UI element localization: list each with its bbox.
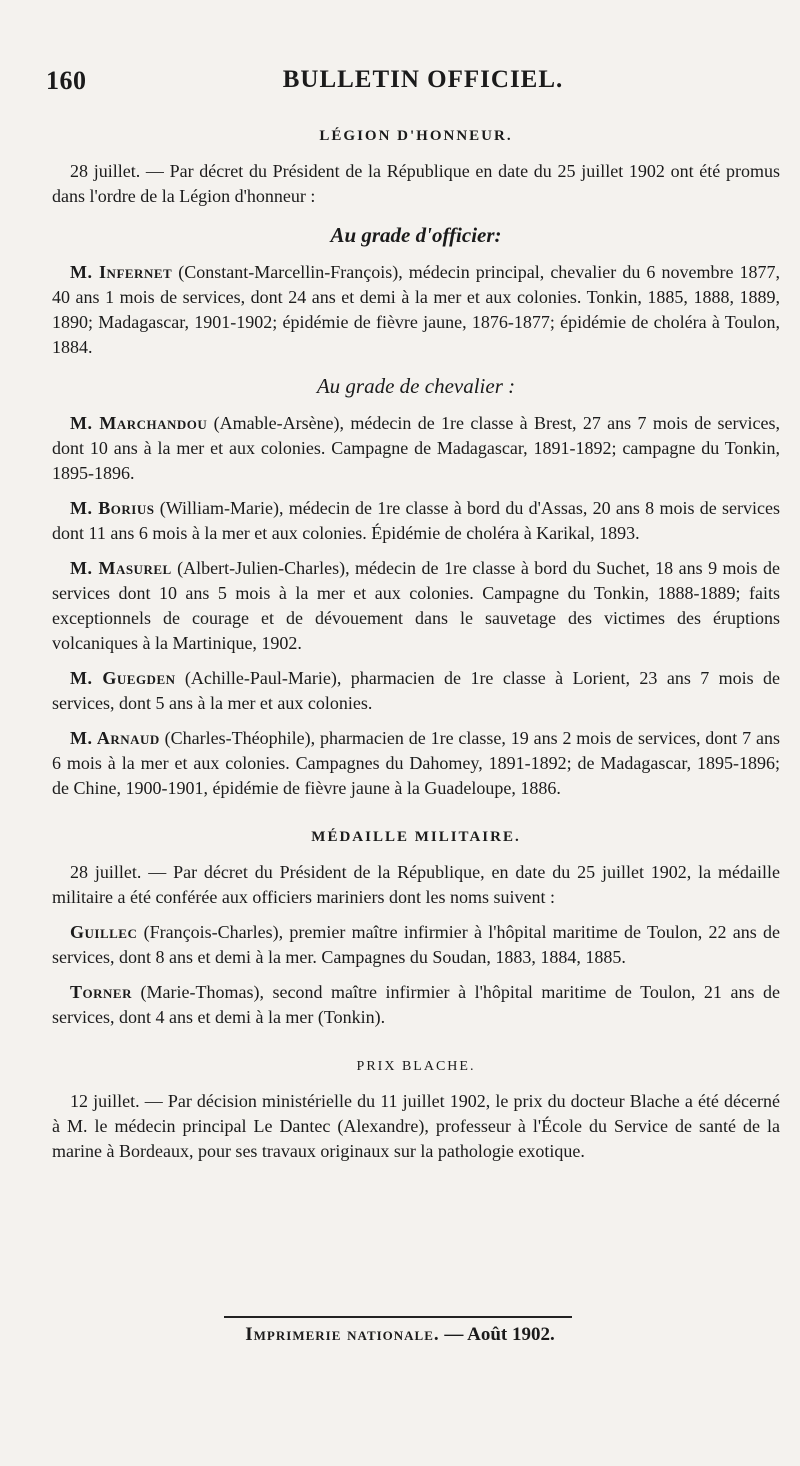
running-title: BULLETIN OFFICIEL. (282, 66, 564, 93)
chevalier-entry (52, 496, 780, 546)
section-title-medaille: MÉDAILLE MILITAIRE. (311, 829, 521, 845)
officier-entry (52, 260, 780, 360)
footer-divider (224, 1316, 572, 1318)
section-spacer (52, 1040, 780, 1054)
entry-name: M. Masurel (70, 558, 172, 578)
section-title-prix: PRIX BLACHE. (356, 1059, 476, 1074)
page-header (46, 66, 760, 102)
section-title-legion: LÉGION D'HONNEUR. (319, 128, 513, 144)
page-number: 160 (46, 66, 87, 95)
entry-text: (William-Marie), médecin de 1re classe à bord du d'Assas, 20 ans 8 mois de services dont 11 ans 6 mois à la mer et aux colonies. Épidémie de choléra à Karikal, 1893. (52, 498, 780, 543)
print-date: — Août 1902. (439, 1324, 555, 1345)
imprint-footer (0, 1324, 800, 1346)
entry-name: Guillec (70, 922, 138, 942)
entry-text: (François-Charles), premier maître infirmier à l'hôpital maritime de Toulon, 22 ans de services, dont 8 ans et demi à la mer. Campagnes du Soudan, 1883, 1884, 1885. (52, 922, 780, 967)
entry-name: Torner (70, 982, 132, 1002)
legion-intro: 28 juillet. — Par décret du Président de la République en date du 25 juillet 1902 ont été promus dans l'ordre de la Légion d'honneur : (52, 161, 780, 206)
page-content (52, 124, 780, 1174)
printer-name: Imprimerie nationale. (245, 1324, 440, 1345)
entry-text: (Albert-Julien-Charles), médecin de 1re classe à bord du Suchet, 18 ans 9 mois de services dont 10 ans 5 mois à la mer et aux colonies. Campagne du Tonkin, 1888-1889; faits exceptionnels de courage et de dévouement dans le sauvetage des victimes des éruptions volcaniques à la Martinique, 1902. (52, 558, 781, 653)
entry-text: (Constant-Marcellin-François), médecin principal, chevalier du 6 novembre 1877, 40 ans 1 mois de services, dont 24 ans et demi à la mer et aux colonies. Tonkin, 1885, 1888, 1889, 1890; Madagascar, 1901-1902; épidémie de fièvre jaune, 1876-1877; épidémie de choléra à Toulon, 1884. (52, 262, 780, 357)
entry-name: M. Guegden (70, 668, 176, 688)
grade-officier-heading: Au grade d'officier: (330, 223, 502, 247)
entry-name: M. Marchandou (70, 413, 208, 433)
prix-text: 12 juillet. — Par décision ministérielle du 11 juillet 1902, le prix du docteur Blache a été décerné à M. le médecin principal Le Dantec (Alexandre), professeur à l'École du Service de santé de la marine à Bordeaux, pour ses travaux originaux sur la pathologie exotique. (52, 1091, 780, 1161)
entry-text: (Amable-Arsène), médecin de 1re classe à Brest, 27 ans 7 mois de services, dont 10 ans à la mer et aux colonies. Campagne de Madagascar, 1891-1892; campagne du Tonkin, 1895-1896. (52, 413, 780, 483)
entry-name: M. Infernet (70, 262, 173, 282)
section-spacer (52, 811, 780, 825)
entry-name: M. Arnaud (70, 728, 160, 748)
grade-chevalier-heading: Au grade de chevalier : (316, 374, 516, 398)
entry-text: (Achille-Paul-Marie), pharmacien de 1re classe à Lorient, 23 ans 7 mois de services, dont 5 ans à la mer et aux colonies. (52, 668, 780, 713)
medaille-intro: 28 juillet. — Par décret du Président de la République, en date du 25 juillet 1902, la médaille militaire a été conférée aux officiers mariniers dont les noms suivent : (52, 862, 780, 907)
medaille-entry (52, 920, 780, 970)
chevalier-entry (52, 666, 780, 716)
entry-text: (Marie-Thomas), second maître infirmier à l'hôpital maritime de Toulon, 21 ans de services, dont 4 ans et demi à la mer (Tonkin). (52, 982, 780, 1027)
chevalier-entry (52, 556, 780, 656)
chevalier-entry (52, 726, 780, 801)
entry-text: (Charles-Théophile), pharmacien de 1re classe, 19 ans 2 mois de services, dont 7 ans 6 mois à la mer et aux colonies. Campagnes du Dahomey, 1891-1892; de Madagascar, 1895-1896; de Chine, 1900-1901, épidémie de fièvre jaune à la Guadeloupe, 1886. (52, 728, 781, 798)
chevalier-entry (52, 411, 780, 486)
entry-name: M. Borius (70, 498, 155, 518)
medaille-entry (52, 980, 780, 1030)
